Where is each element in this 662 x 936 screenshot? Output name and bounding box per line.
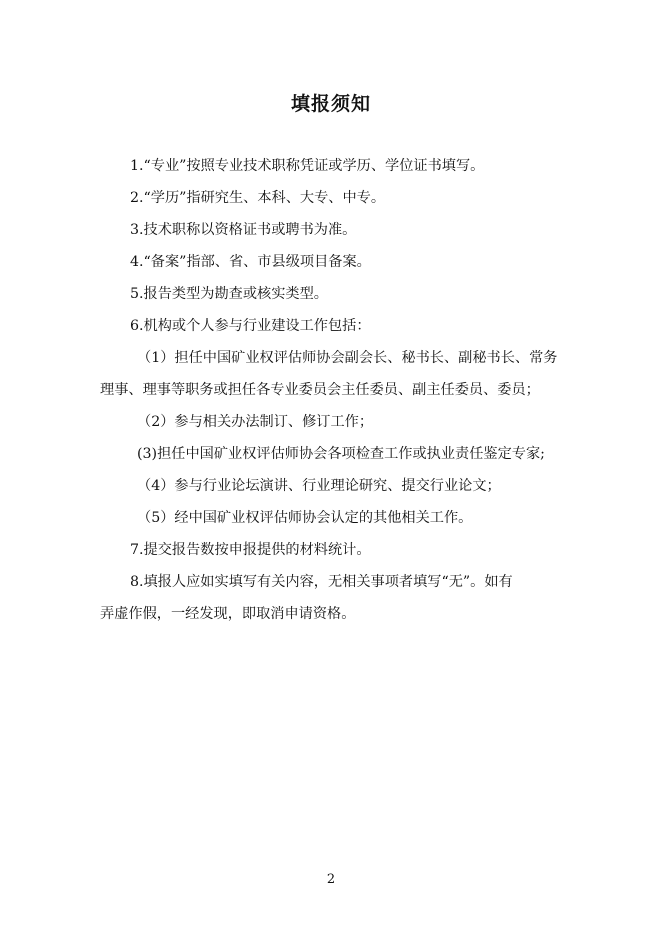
sub-item-2: （2）参与相关办法制订、修订工作； [137,414,374,430]
instruction-8: 8.填报人应如实填写有关内容，无相关事项者填写“无”。如有 [130,574,513,590]
page-number: 2 [326,872,336,887]
sub-item-4: （4）参与行业论坛演讲、行业理论研究、提交行业论文； [137,478,501,494]
instruction-5: 5.报告类型为勘查或核实类型。 [130,286,328,302]
instructions-body [100,150,590,630]
instruction-2: 2.“学历”指研究生、本科、大专、中专。 [130,190,386,206]
instruction-4: 4.“备案”指部、省、市县级项目备案。 [130,254,371,270]
instruction-6: 6.机构或个人参与行业建设工作包括： [130,318,371,334]
instruction-7: 7.提交报告数按申报提供的材料统计。 [130,542,371,558]
sub-item-5: （5）经中国矿业权评估师协会认定的其他相关工作。 [137,510,473,526]
instruction-1: 1.“专业”按照专业技术职称凭证或学历、学位证书填写。 [130,158,485,174]
sub-item-1-continued: 理事、理事等职务或担任各专业委员会主任委员、副主任委员、委员； [100,382,540,398]
page-title: 填报须知 [290,93,371,115]
instruction-8-continued: 弄虚作假，一经发现，即取消申请资格。 [100,606,356,622]
sub-item-3: (3)担任中国矿业权评估师协会各项检查工作或执业责任鉴定专家; [137,446,545,462]
sub-item-1: （1）担任中国矿业权评估师协会副会长、秘书长、副秘书长、常务 [137,350,558,366]
instruction-3: 3.技术职称以资格证书或聘书为准。 [130,222,357,238]
